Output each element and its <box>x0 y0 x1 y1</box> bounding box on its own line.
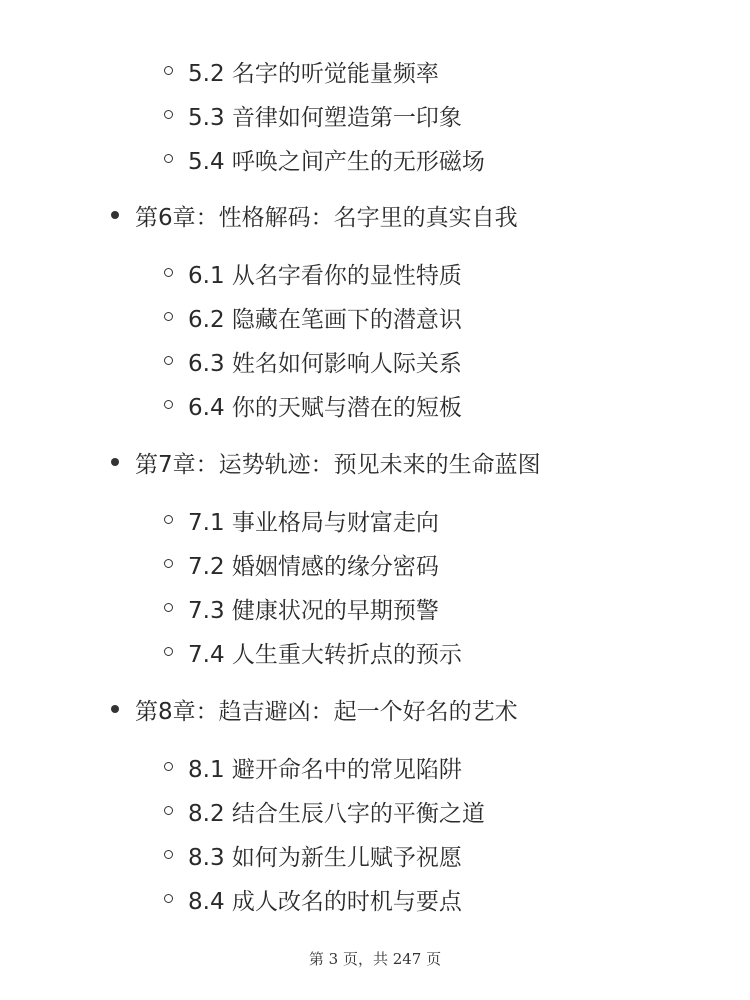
toc-section-7-1 <box>0 500 750 540</box>
circle-bullet-icon <box>164 762 173 771</box>
toc-chapter-6 <box>0 195 750 235</box>
disc-bullet-icon <box>111 705 119 713</box>
toc-section-title: 6.4 你的天赋与潜在的短板 <box>188 394 462 421</box>
toc-section-title: 7.4 人生重大转折点的预示 <box>188 641 462 668</box>
disc-bullet-icon <box>111 458 119 466</box>
toc-section-title: 8.3 如何为新生儿赋予祝愿 <box>188 844 462 871</box>
toc-section-title: 5.3 音律如何塑造第一印象 <box>188 104 462 131</box>
toc-section-7-2 <box>0 544 750 584</box>
toc-section-6-3 <box>0 341 750 381</box>
toc-section-6-4 <box>0 385 750 425</box>
toc-section-title: 7.2 婚姻情感的缘分密码 <box>188 553 439 580</box>
toc-section-title: 5.4 呼唤之间产生的无形磁场 <box>188 148 485 175</box>
circle-bullet-icon <box>164 603 173 612</box>
toc-section-8-3 <box>0 835 750 875</box>
disc-bullet-icon <box>111 211 119 219</box>
circle-bullet-icon <box>164 312 173 321</box>
toc-section-8-1 <box>0 747 750 787</box>
circle-bullet-icon <box>164 515 173 524</box>
toc-section-title: 6.1 从名字看你的显性特质 <box>188 262 462 289</box>
circle-bullet-icon <box>164 66 173 75</box>
toc-section-6-2 <box>0 297 750 337</box>
circle-bullet-icon <box>164 400 173 409</box>
toc-section-title: 8.1 避开命名中的常见陷阱 <box>188 756 462 783</box>
circle-bullet-icon <box>164 894 173 903</box>
toc-section-6-1 <box>0 253 750 293</box>
circle-bullet-icon <box>164 806 173 815</box>
toc-section-title: 7.3 健康状况的早期预警 <box>188 597 439 624</box>
toc-section-8-2 <box>0 791 750 831</box>
toc-section-8-4 <box>0 879 750 919</box>
toc-section-title: 7.1 事业格局与财富走向 <box>188 509 439 536</box>
circle-bullet-icon <box>164 850 173 859</box>
toc-section-title: 8.2 结合生辰八字的平衡之道 <box>188 800 485 827</box>
toc-section-5-2 <box>0 51 750 91</box>
toc-section-title: 5.2 名字的听觉能量频率 <box>188 60 439 87</box>
toc-section-title: 6.3 姓名如何影响人际关系 <box>188 350 462 377</box>
circle-bullet-icon <box>164 154 173 163</box>
toc-section-5-3 <box>0 95 750 135</box>
toc-section-5-4 <box>0 139 750 179</box>
toc-chapter-title: 第7章：运势轨迹：预见未来的生命蓝图 <box>135 451 541 478</box>
circle-bullet-icon <box>164 356 173 365</box>
toc-section-7-4 <box>0 632 750 672</box>
circle-bullet-icon <box>164 559 173 568</box>
toc-chapter-7 <box>0 442 750 482</box>
toc-chapter-title: 第8章：趋吉避凶：起一个好名的艺术 <box>135 698 518 725</box>
circle-bullet-icon <box>164 110 173 119</box>
circle-bullet-icon <box>164 268 173 277</box>
circle-bullet-icon <box>164 647 173 656</box>
toc-section-7-3 <box>0 588 750 628</box>
toc-section-title: 8.4 成人改名的时机与要点 <box>188 888 462 915</box>
toc-section-title: 6.2 隐藏在笔画下的潜意识 <box>188 306 462 333</box>
page-number-footer: 第 3 页，共 247 页 <box>308 950 442 968</box>
toc-chapter-title: 第6章：性格解码：名字里的真实自我 <box>135 204 518 231</box>
toc-chapter-8 <box>0 689 750 729</box>
